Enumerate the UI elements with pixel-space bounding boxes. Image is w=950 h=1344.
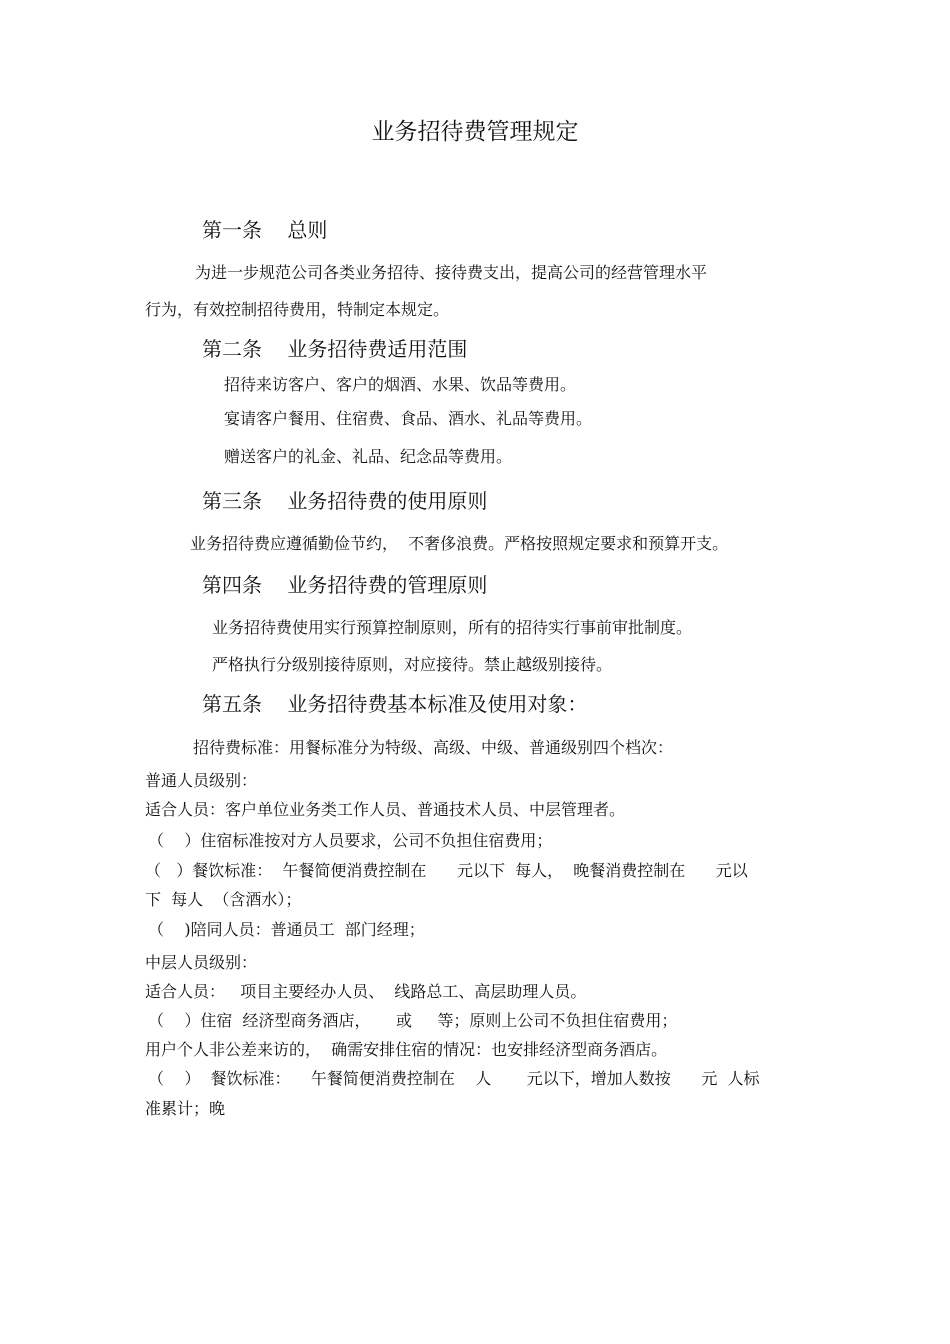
article-4-heading: 第四条 业务招待费的管理原则: [202, 573, 488, 597]
article-1-paragraph-line2: 行为，有效控制招待费用，特制定本规定。: [145, 300, 450, 319]
middle-level-heading: 中层人员级别：: [145, 953, 258, 972]
general-dining-standard-line1: （ ）餐饮标准： 午餐简便消费控制在 元以下 每人， 晚餐消费控制在 元以: [145, 861, 748, 880]
middle-lodging-standard: （ ）住宿 经济型商务酒店， 或 等；原则上公司不负担住宿费用；: [148, 1011, 678, 1030]
article-5-standard: 招待费标准：用餐标准分为特级、高级、中级、普通级别四个档次：: [193, 738, 674, 757]
article-2-item-1: 招待来访客户、客户的烟酒、水果、饮品等费用。: [224, 375, 577, 394]
article-4-item-1: 业务招待费使用实行预算控制原则，所有的招待实行事前审批制度。: [212, 618, 693, 637]
middle-dining-standard-line1: （ ） 餐饮标准： 午餐简便消费控制在 人 元以下，增加人数按 元 人标: [148, 1069, 760, 1088]
middle-visitor-lodging: 用户个人非公差来访的， 确需安排住宿的情况：也安排经济型商务酒店。: [145, 1040, 668, 1059]
article-1-paragraph-line1: 为进一步规范公司各类业务招待、接待费支出，提高公司的经营管理水平: [195, 263, 708, 282]
document-title: 业务招待费管理规定: [371, 119, 579, 145]
general-level-heading: 普通人员级别：: [145, 771, 258, 790]
middle-applicable-staff: 适合人员： 项目主要经办人员、 线路总工、高层助理人员。: [145, 982, 587, 1001]
general-dining-standard-line2: 下 每人 （含酒水）；: [145, 890, 302, 909]
article-1-heading: 第一条 总则: [202, 218, 328, 242]
middle-dining-standard-line2: 准累计；晚: [145, 1099, 226, 1118]
article-2-item-3: 赠送客户的礼金、礼品、纪念品等费用。: [224, 447, 513, 466]
general-lodging-standard: （ ）住宿标准按对方人员要求，公司不负担住宿费用；: [148, 831, 553, 850]
article-4-item-2: 严格执行分级别接待原则，对应接待。禁止越级别接待。: [212, 655, 613, 674]
article-5-heading: 第五条 业务招待费基本标准及使用对象：: [202, 692, 588, 716]
article-2-heading: 第二条 业务招待费适用范围: [202, 337, 468, 361]
article-3-heading: 第三条 业务招待费的使用原则: [202, 489, 488, 513]
general-escort-staff: （ )陪同人员：普通员工 部门经理；: [148, 920, 425, 939]
general-applicable-staff: 适合人员：客户单位业务类工作人员、普通技术人员、中层管理者。: [145, 800, 626, 819]
article-3-paragraph: 业务招待费应遵循勤俭节约， 不奢侈浪费。严格按照规定要求和预算开支。: [190, 534, 729, 553]
article-2-item-2: 宴请客户餐用、住宿费、食品、酒水、礼品等费用。: [224, 409, 593, 428]
